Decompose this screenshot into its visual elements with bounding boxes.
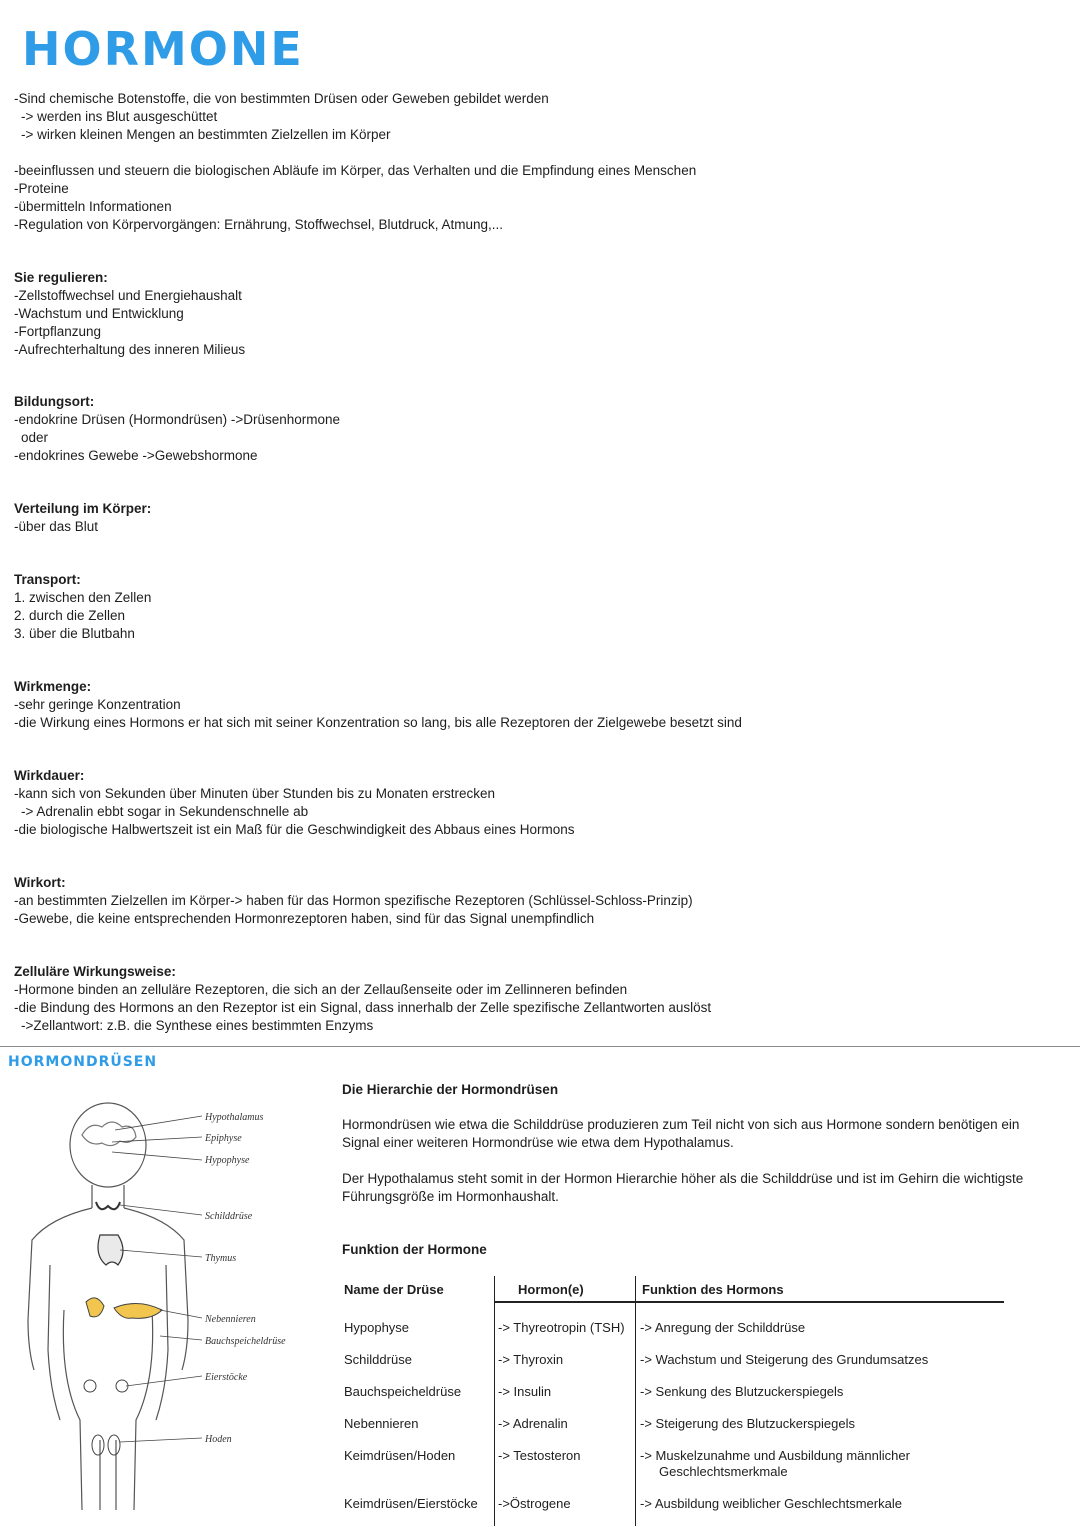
table-cell-hormone: -> Thyreotropin (TSH)	[498, 1320, 625, 1335]
arm-outline	[48, 1265, 168, 1420]
hormone-function-table	[342, 1276, 1006, 1526]
section-heading: Zelluläre Wirkungsweise:	[14, 964, 176, 979]
testis-right	[108, 1435, 120, 1455]
note-line: -Wachstum und Entwicklung	[14, 306, 184, 321]
note-line: -die Bindung des Hormons an den Rezeptor ist ein Signal, dass innerhalb der Zelle spezifische Zellantworten auslöst	[14, 1000, 712, 1015]
function-heading: Funktion der Hormone	[342, 1242, 487, 1257]
note-line: -die biologische Halbwertszeit ist ein Maß für die Geschwindigkeit des Abbaus eines Hormons	[14, 822, 575, 837]
table-cell-hormone: ->Östrogene	[498, 1496, 571, 1511]
table-header-name: Name der Drüse	[344, 1282, 444, 1297]
torso-outline	[28, 1208, 188, 1370]
note-section	[14, 269, 1064, 359]
hierarchy-section	[342, 1080, 1032, 1260]
note-line: -sehr geringe Konzentration	[14, 697, 181, 712]
section-heading: Sie regulieren:	[14, 270, 108, 285]
table-cell-gland: Keimdrüsen/Eierstöcke	[344, 1496, 478, 1511]
note-line: -Aufrechterhaltung des inneren Milieus	[14, 342, 246, 357]
table-cell-function: -> Wachstum und Steigerung des Grundumsatzes	[640, 1352, 929, 1367]
note-line: ->Zellantwort: z.B. die Synthese eines bestimmten Enzyms	[21, 1018, 374, 1033]
note-line: -endokrines Gewebe ->Gewebshormone	[14, 448, 258, 463]
endocrine-body-figure	[20, 1090, 320, 1520]
table-cell-function: -> Senkung des Blutzuckerspiegels	[640, 1384, 844, 1399]
note-line: -Regulation von Körpervorgängen: Ernährung, Stoffwechsel, Blutdruck, Atmung,...	[14, 217, 504, 232]
brain-shape	[82, 1122, 136, 1146]
label-bauchspeicheldruese: Bauchspeicheldrüse	[205, 1336, 286, 1347]
table-header-hormone: Hormon(e)	[518, 1282, 584, 1297]
thymus-gland	[98, 1235, 123, 1265]
note-line: -Zellstoffwechsel und Energiehaushalt	[14, 288, 242, 303]
note-line: -Fortpflanzung	[14, 324, 102, 339]
note-line: -endokrine Drüsen (Hormondrüsen) ->Drüsenhormone	[14, 412, 341, 427]
table-divider-2	[635, 1276, 636, 1526]
note-section	[14, 963, 1064, 1035]
pancreas	[114, 1303, 162, 1318]
hierarchy-heading: Die Hierarchie der Hormondrüsen	[342, 1082, 559, 1097]
hierarchy-paragraph-1: Hormondrüsen wie etwa die Schilddrüse produzieren zum Teil nicht von sich aus Hormone sondern benötigen ein Signal einer weiteren Hormondrüse wie etwa dem Hypothalamus.	[342, 1117, 1020, 1150]
adrenal-gland-left	[86, 1298, 104, 1317]
table-cell-function: -> Steigerung des Blutzuckerspiegels	[640, 1416, 855, 1431]
body-outline-illustration	[20, 1090, 320, 1520]
table-cell-hormone: -> Insulin	[498, 1384, 552, 1399]
note-line: -kann sich von Sekunden über Minuten über Stunden bis zu Monaten erstrecken	[14, 786, 496, 801]
table-cell-hormone: -> Adrenalin	[498, 1416, 568, 1431]
section-heading: Wirkort:	[14, 875, 66, 890]
table-cell-gland: Hypophyse	[344, 1320, 410, 1335]
note-line: -> wirken kleinen Mengen an bestimmten Zielzellen im Körper	[21, 127, 391, 142]
section-heading: Verteilung im Körper:	[14, 501, 152, 516]
note-line: -Sind chemische Botenstoffe, die von bestimmten Drüsen oder Geweben gebildet werden	[14, 91, 549, 106]
table-cell-function: -> Ausbildung weiblicher Geschlechtsmerkale	[640, 1496, 902, 1511]
label-nebennieren: Nebennieren	[205, 1314, 256, 1325]
label-schilddruese: Schilddrüse	[205, 1211, 253, 1222]
note-line: -über das Blut	[14, 519, 99, 534]
thyroid-gland	[96, 1202, 120, 1209]
label-thymus: Thymus	[205, 1253, 237, 1264]
table-cell-function: -> Anregung der Schilddrüse	[640, 1320, 806, 1335]
note-section	[14, 571, 1064, 643]
label-hypothalamus: Hypothalamus	[205, 1112, 264, 1123]
note-line: -die Wirkung eines Hormons er hat sich mit seiner Konzentration so lang, bis alle Rezeptoren der Zielgewebe besetzt sind	[14, 715, 742, 730]
table-divider-1	[494, 1276, 495, 1526]
note-section	[14, 874, 1064, 928]
ovary-left	[84, 1380, 96, 1392]
note-line: 3. über die Blutbahn	[14, 626, 135, 641]
note-section	[14, 90, 1064, 144]
note-section	[14, 767, 1064, 839]
section-heading: Wirkmenge:	[14, 679, 92, 694]
table-cell-function: -> Muskelzunahme und Ausbildung männlicher	[640, 1448, 910, 1463]
note-section	[14, 500, 1064, 536]
note-line: -> werden ins Blut ausgeschüttet	[21, 109, 218, 124]
label-epiphyse: Epiphyse	[205, 1133, 242, 1144]
section-heading: Wirkdauer:	[14, 768, 85, 783]
table-header-rule	[494, 1301, 1004, 1303]
note-line: -übermitteln Informationen	[14, 199, 172, 214]
note-section	[14, 162, 1064, 234]
note-line: -beeinflussen und steuern die biologischen Abläufe im Körper, das Verhalten und die Empfindung eines Menschen	[14, 163, 697, 178]
note-line: -Proteine	[14, 181, 69, 196]
note-line: -> Adrenalin ebbt sogar in Sekundenschnelle ab	[21, 804, 309, 819]
page-title: HORMONE	[22, 22, 304, 76]
leg-outline	[63, 1310, 152, 1510]
table-cell-hormone: -> Testosteron	[498, 1448, 581, 1463]
table-cell-gland: Keimdrüsen/Hoden	[344, 1448, 456, 1463]
hierarchy-paragraph-2: Der Hypothalamus steht somit in der Hormon Hierarchie höher als die Schilddrüse und ist im Gehirn die wichtigste Führungsgröße im Hormonhaushalt.	[342, 1171, 1024, 1204]
note-line: -an bestimmten Zielzellen im Körper-> haben für das Hormon spezifische Rezeptoren (Schlüssel-Schloss-Prinzip)	[14, 893, 693, 908]
label-eierstoecke: Eierstöcke	[205, 1372, 248, 1383]
table-cell-hormone: -> Thyroxin	[498, 1352, 564, 1367]
note-line: -Hormone binden an zelluläre Rezeptoren, die sich an der Zellaußenseite oder im Zellinneren befinden	[14, 982, 628, 997]
section-title-hormondruesen: HORMONDRÜSEN	[8, 1054, 158, 1070]
note-section	[14, 678, 1064, 732]
note-line: -Gewebe, die keine entsprechenden Hormonrezeptoren haben, sind für das Signal unempfindlich	[14, 911, 595, 926]
section-heading: Bildungsort:	[14, 394, 95, 409]
table-header-function: Funktion des Hormons	[642, 1282, 784, 1297]
label-hypophyse: Hypophyse	[205, 1155, 250, 1166]
note-section	[14, 393, 1064, 465]
label-hoden: Hoden	[205, 1434, 232, 1445]
table-cell-gland: Bauchspeicheldrüse	[344, 1384, 462, 1399]
table-cell-gland: Nebennieren	[344, 1416, 419, 1431]
table-cell-function-cont: Geschlechtsmerkmale	[659, 1464, 788, 1479]
note-line: 2. durch die Zellen	[14, 608, 126, 623]
note-line: 1. zwischen den Zellen	[14, 590, 152, 605]
note-line: oder	[21, 430, 49, 445]
table-cell-gland: Schilddrüse	[344, 1352, 412, 1367]
section-heading: Transport:	[14, 572, 81, 587]
testis-left	[92, 1435, 104, 1455]
section-divider	[0, 1046, 1080, 1047]
